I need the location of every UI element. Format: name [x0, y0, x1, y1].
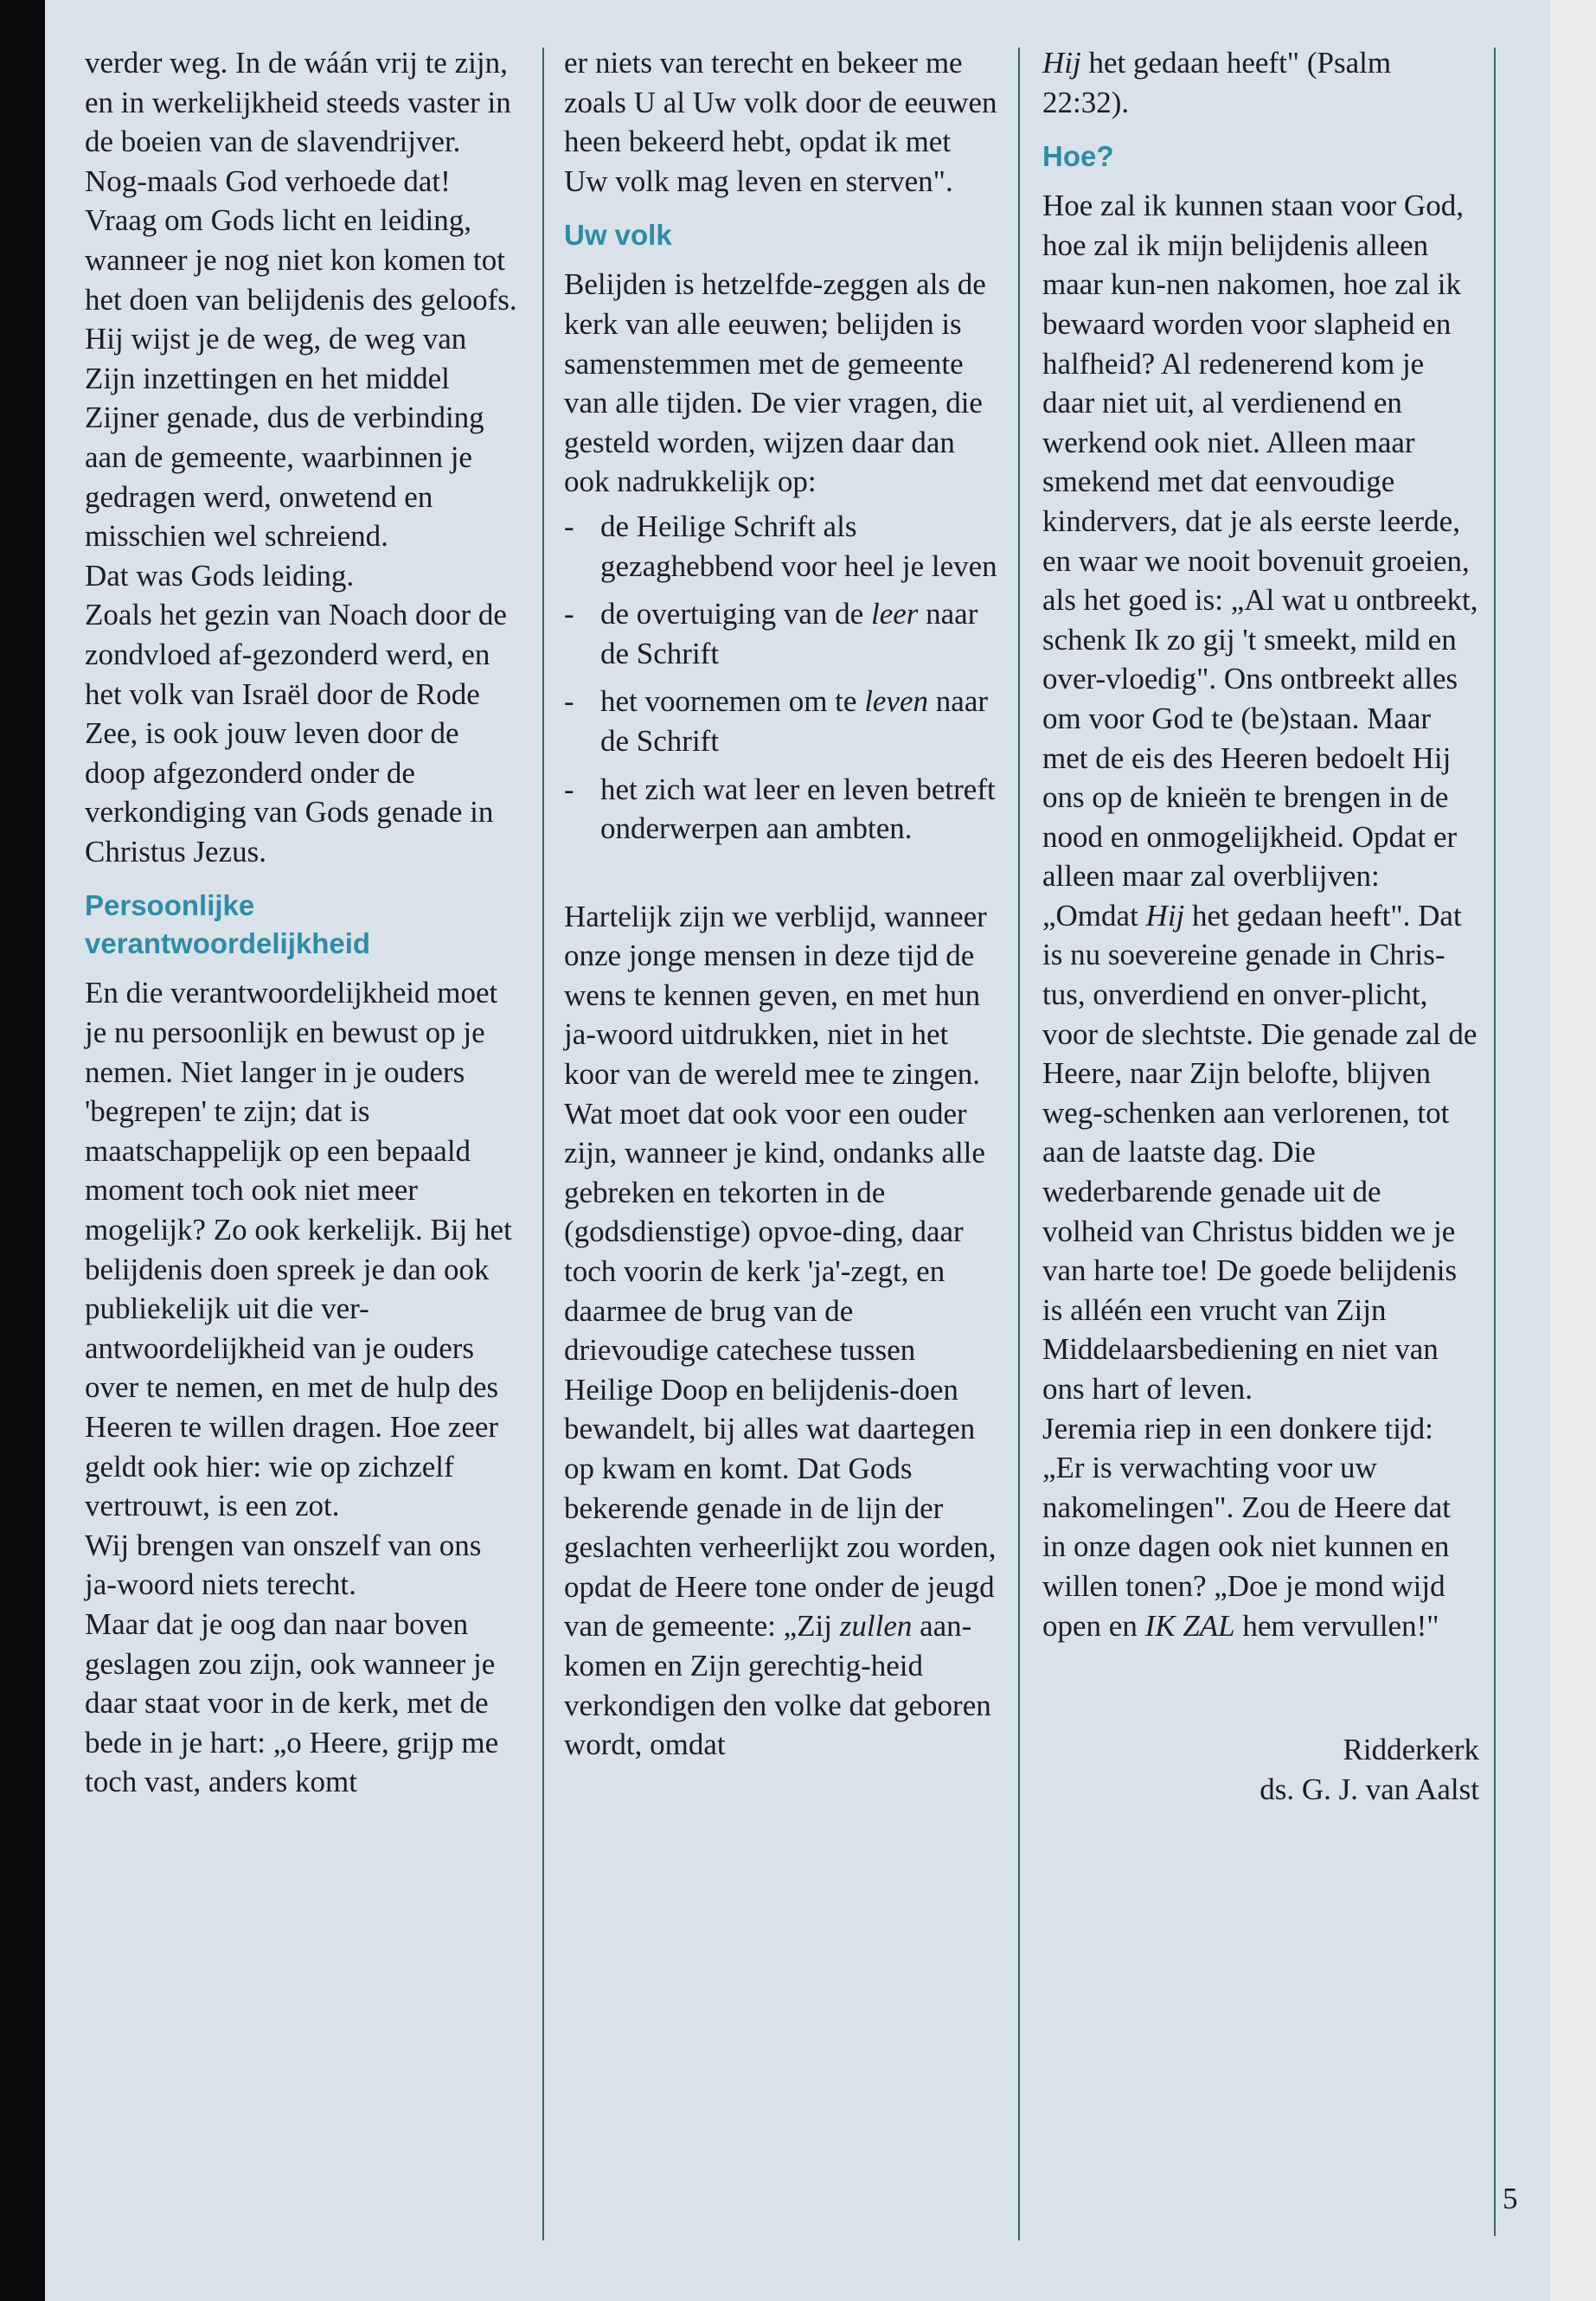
paragraph — [1042, 1409, 1479, 1646]
text-run: Hoe zal ik kunnen staan voor God, hoe zal ik mijn belijdenis alleen maar kun-nen nakomen, hoe zal ik bewaard worden voor slapheid en halfheid? Al redenerend kom je daar niet uit, al verdienend en werkend ook niet. Alleen maar smekend met dat eenvoudige kindervers, dat je als eerste leerde, en waar we nooit bovenuit groeien, als het goed is: „Al wat u ontbreekt, schenk Ik zo gij 't smeekt, mild en over-vloedig". Ons ontbreekt alles om voor God te (be)staan. Maar met de eis des Heeren bedoelt Hij ons op de knieën te brengen in de nood en onmogelijkheid. Opdat er alleen maar zal overblijven: „Omdat — [1042, 189, 1478, 933]
list-item-text: de overtuiging van de — [600, 597, 871, 631]
page-number: 5 — [1503, 2182, 1518, 2215]
column-divider-2 — [1018, 48, 1020, 2240]
emphasis: leven — [864, 684, 929, 719]
emphasis: leer — [870, 597, 919, 631]
list-item-text: naar de Schrift — [600, 684, 989, 758]
list-item-text: naar de Schrift — [600, 597, 978, 670]
emphasis: IK ZAL — [1144, 1608, 1235, 1643]
paragraph — [564, 897, 1001, 1765]
list-item-text: de Heilige Schrift als gezaghebbend voor heel je leven — [600, 509, 997, 583]
paragraph: Vraag om Gods licht en leiding, wanneer je nog niet kon komen tot het doen van belijdenis des geloofs. Hij wijst je de weg, de weg van Zijn inzettingen en het middel Zijner genade, dus de verbinding aan de gemeente, waarbinnen je gedragen werd, onwetend en misschien wel schreiend. — [85, 203, 517, 554]
text-run: aan-komen en Zijn gerechtig-heid verkondigen den volke dat geboren wordt, omdat — [564, 1609, 991, 1762]
section-heading-persoonlijke: Persoonlijke verantwoordelijkheid — [85, 889, 371, 960]
list-item-text: het voornemen om te — [600, 684, 865, 719]
paragraph: verder weg. In de wáán vrij te zijn, en in werkelijkheid steeds vaster in de boeien van de slavendrijver. Nog-maals God verhoede dat! — [85, 46, 511, 198]
list-item — [564, 682, 1001, 760]
emphasis: Hij — [1042, 46, 1081, 80]
emphasis: Hij — [1145, 898, 1185, 933]
paragraph — [1042, 186, 1479, 1408]
list-item — [564, 770, 1001, 849]
list-item — [564, 507, 1001, 586]
text-run: Hartelijk zijn we verblijd, wanneer onze jonge mensen in deze tijd de wens te kennen geven, en met hun ja-woord uitdrukken, niet in het koor van de wereld mee te zingen. Wat moet dat ook voor een ouder zijn, wanneer je kind, ondanks alle gebreken en tekorten in de (godsdienstige) opvoe-ding, daar toch voorin de kerk 'ja'-zegt, en daarmee de brug van de drievoudige catechese tussen Heilige Doop en belijdenis-doen bewandelt, bij alles wat daartegen op kwam en komt. Dat Gods bekerende genade in de lijn der geslachten verheerlijkt zou worden, opdat de Heere tone onder de jeugd van de gemeente: „Zij — [564, 899, 997, 1644]
column-1 — [85, 43, 517, 1802]
column-3 — [1042, 43, 1479, 1809]
paragraph: Zoals het gezin van Noach door de zondvloed af-gezonderd werd, en het volk van Israël door de Rode Zee, is ook jouw leven door de doop afgezonderd onder de verkondiging van Gods genade in Christus Jezus. — [85, 598, 507, 868]
paragraph: Dat was Gods leiding. — [85, 558, 355, 593]
column-2 — [564, 43, 1001, 1765]
text-run: het gedaan heeft". Dat is nu soevereine genade in Chris-tus, onverdiend en onver-plicht, voor de slechtste. Die genade zal de Heere, naar Zijn belofte, blijven weg-schenken aan verlorenen, tot aan de laatste dag. Die wederbarende genade uit de volheid van Christus bidden we je van harte toe! De goede belijdenis is alléén een vrucht van Zijn Middelaarsbediening en niet van ons hart of leven. — [1042, 898, 1477, 1406]
question-list — [564, 507, 1001, 849]
signature-author: ds. G. J. van Aalst — [1259, 1772, 1479, 1806]
list-item — [564, 594, 1001, 673]
column-divider-3 — [1494, 48, 1496, 2236]
paragraph: Belijden is hetzelfde-zeggen als de kerk van alle eeuwen; belijden is samenstemmen met de gemeente van alle tijden. De vier vragen, die gesteld worden, wijzen daar dan ook nadrukkelijk op: — [564, 267, 986, 499]
list-dash: - — [564, 772, 574, 806]
column-divider-1 — [542, 48, 544, 2240]
paragraph — [1042, 43, 1479, 122]
paragraph: En die verantwoordelijkheid moet je nu persoonlijk en bewust op je nemen. Niet langer in je ouders 'begrepen' te zijn; dat is maatschappelijk op een bepaald moment toch ook niet meer mogelijk? Zo ook kerkelijk. Bij het belijdenis doen spreek je dan ook publiekelijk uit die ver-antwoordelijkheid van je ouders over te nemen, en met de hulp des Heeren te willen dragen. Hoe zeer geldt ook hier: wie op zichzelf vertrouwt, is een zot. — [85, 976, 512, 1523]
signature-place: Ridderkerk — [1343, 1733, 1479, 1767]
section-heading-uw-volk: Uw volk — [564, 219, 672, 252]
list-dash: - — [564, 597, 574, 631]
list-dash: - — [564, 509, 574, 543]
scan-margin-right — [1550, 0, 1596, 2301]
paragraph: er niets van terecht en bekeer me zoals U al Uw volk door de eeuwen heen bekeerd hebt, opdat ik met Uw volk mag leven en sterven". — [564, 46, 997, 198]
paragraph: Wij brengen van onszelf van ons ja-woord niets terecht. — [85, 1528, 482, 1602]
text-run: hem vervullen!" — [1234, 1608, 1439, 1643]
scan-margin-left — [0, 0, 45, 2301]
list-item-text: het zich wat leer en leven betreft onderwerpen aan ambten. — [600, 772, 996, 846]
paragraph: Maar dat je oog dan naar boven geslagen zou zijn, ook wanneer je daar staat voor in de kerk, met de bede in je hart: „o Heere, grijp me toch vast, anders komt — [85, 1606, 499, 1799]
emphasis: zullen — [839, 1609, 913, 1644]
spacer — [564, 857, 1001, 897]
text-run: Jeremia riep in een donkere tijd: „Er is verwachting voor uw nakomelingen". Zou de Heere dat in onze dagen ook niet kunnen en willen tonen? „Doe je mond wijd open en — [1042, 1411, 1452, 1643]
section-heading-hoe: Hoe? — [1042, 140, 1114, 173]
signature-block — [1042, 1730, 1479, 1809]
list-dash: - — [564, 684, 574, 719]
text-run: het gedaan heeft" (Psalm 22:32). — [1042, 46, 1392, 119]
